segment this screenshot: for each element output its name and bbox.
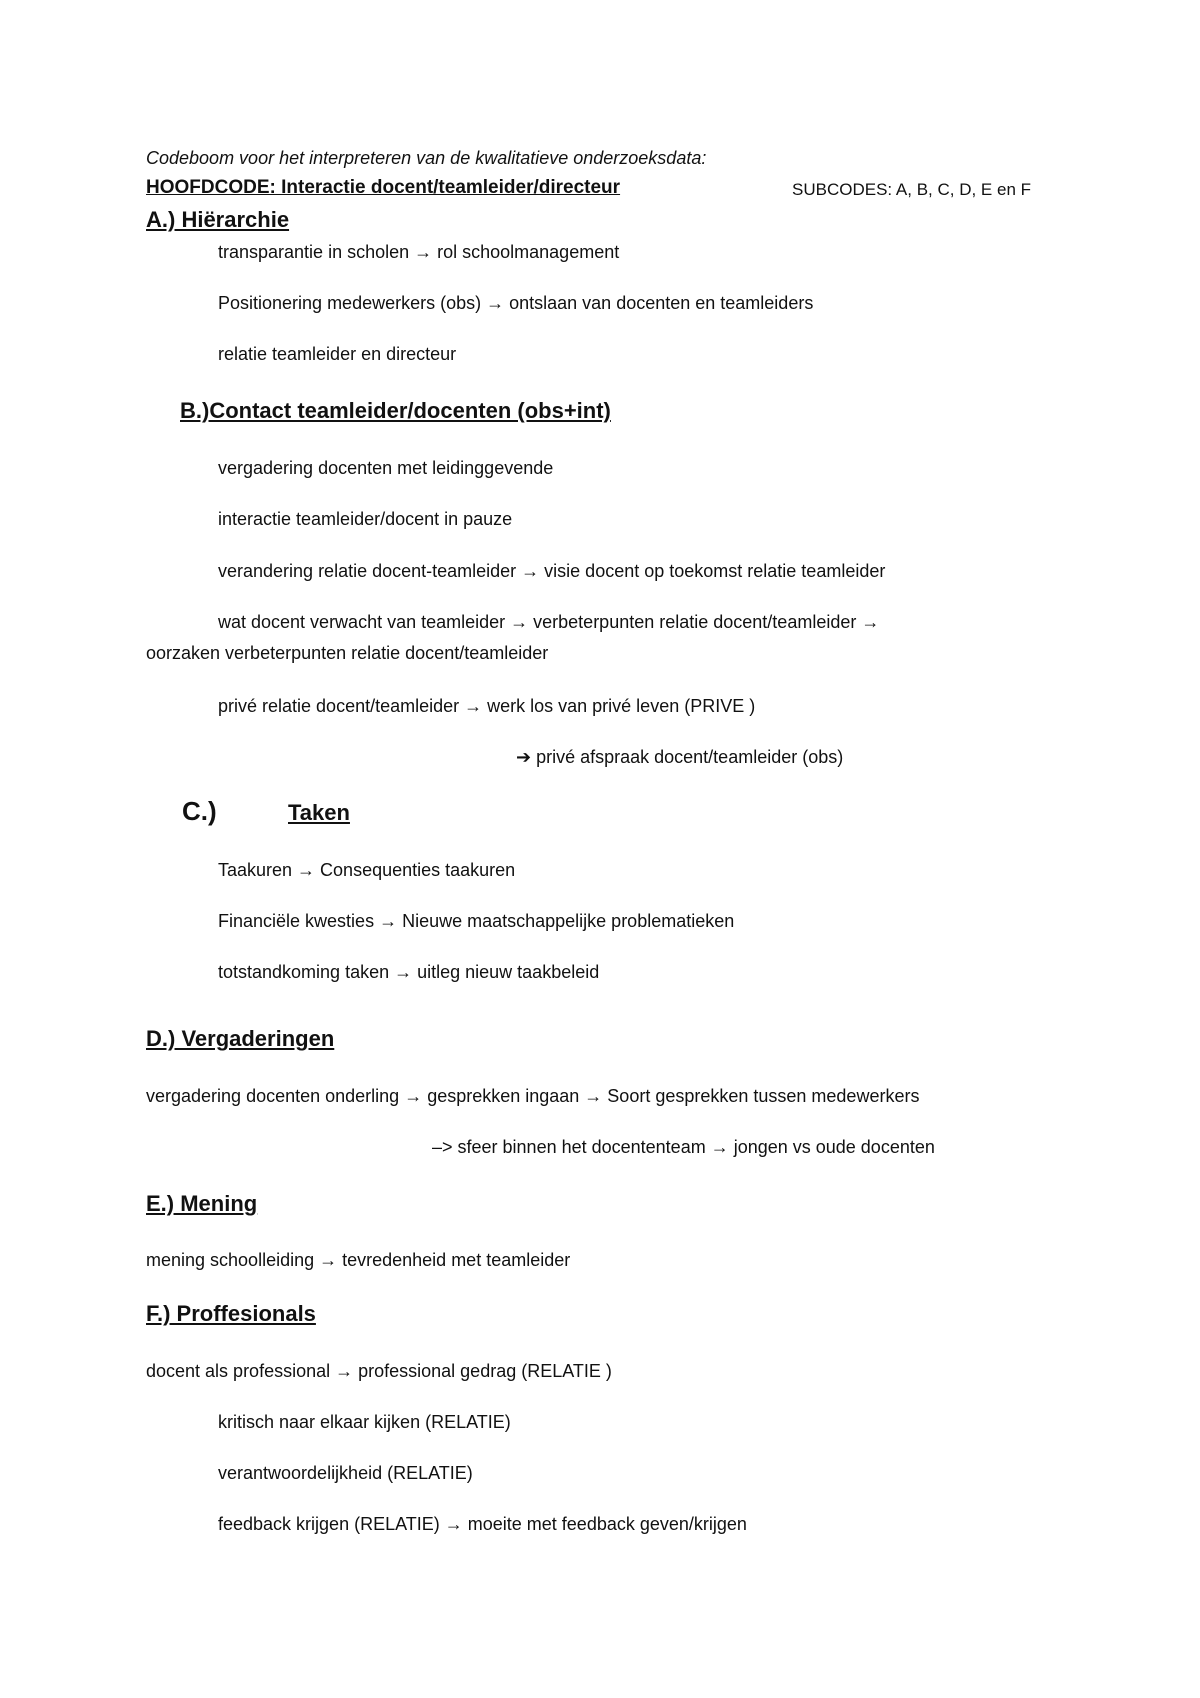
section-b-line: vergadering docenten met leidinggevende [218, 458, 554, 478]
section-c-heading: Taken [288, 800, 350, 825]
section-a-line: Positionering medewerkers (obs) → ontslaan van docenten en teamleiders [218, 293, 814, 313]
section-b-line: interactie teamleider/docent in pauze [218, 509, 513, 529]
section-c-line: totstandkoming taken → uitleg nieuw taakbeleid [218, 962, 600, 982]
section-b-line: oorzaken verbeterpunten relatie docent/teamleider [146, 643, 549, 663]
section-d-heading: D.) Vergaderingen [146, 1026, 335, 1051]
section-e-line: mening schoolleiding → tevredenheid met teamleider [146, 1250, 571, 1270]
section-b-line: ➔ privé afspraak docent/teamleider (obs) [516, 747, 844, 767]
section-f-line: kritisch naar elkaar kijken (RELATIE) [218, 1412, 511, 1432]
section-f-heading: F.) Proffesionals [146, 1301, 316, 1326]
intro-title: Codeboom voor het interpreteren van de kwalitatieve onderzoeksdata: [146, 148, 707, 168]
section-b-heading: B.)Contact teamleider/docenten (obs+int) [180, 398, 611, 423]
section-f-line: docent als professional → professional gedrag (RELATIE ) [146, 1361, 612, 1381]
section-d-line: vergadering docenten onderling → gesprekken ingaan → Soort gesprekken tussen medewerkers [146, 1086, 920, 1106]
section-a-line: transparantie in scholen → rol schoolmanagement [218, 242, 620, 262]
section-e-heading: E.) Mening [146, 1191, 258, 1216]
section-c-line: Taakuren → Consequenties taakuren [218, 860, 516, 880]
section-c-label: C.) [182, 796, 217, 826]
main-code-heading: HOOFDCODE: Interactie docent/teamleider/directeur [146, 177, 621, 198]
section-c-line: Financiële kwesties → Nieuwe maatschappelijke problematieken [218, 911, 735, 931]
section-b-line: wat docent verwacht van teamleider → verbeterpunten relatie docent/teamleider → [218, 612, 880, 632]
section-d-line: –> sfeer binnen het docententeam → jongen vs oude docenten [432, 1137, 935, 1157]
section-a-heading: A.) Hiërarchie [146, 207, 290, 232]
section-b-line: privé relatie docent/teamleider → werk los van privé leven (PRIVE ) [218, 696, 756, 716]
section-a-line: relatie teamleider en directeur [218, 344, 457, 364]
section-f-line: verantwoordelijkheid (RELATIE) [218, 1463, 473, 1483]
section-b-line: verandering relatie docent-teamleider → visie docent op toekomst relatie teamleider [218, 561, 886, 581]
section-f-line: feedback krijgen (RELATIE) → moeite met feedback geven/krijgen [218, 1514, 747, 1534]
subcodes-label: SUBCODES: A, B, C, D, E en F [792, 180, 1032, 199]
